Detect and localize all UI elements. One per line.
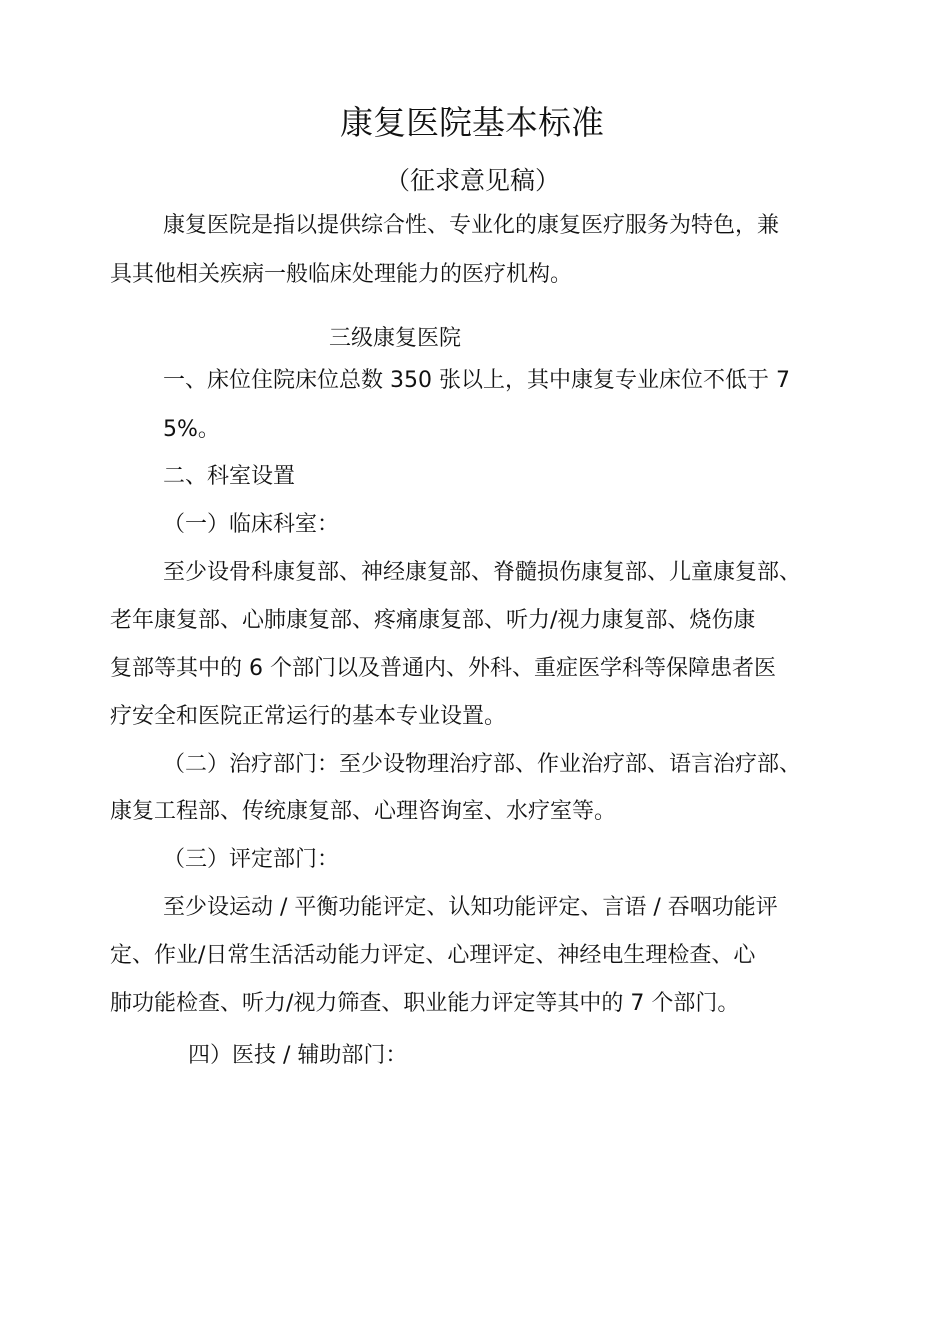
intro-line-2: 具其他相关疾病一般临床处理能力的医疗机构。 [110,262,573,287]
document-title: 康复医院基本标准 [340,103,604,142]
sub1-line-2: 老年康复部、心肺康复部、疼痛康复部、听力/视力康复部、烧伤康 [110,608,756,633]
sub3-line-3: 肺功能检查、听力/视力筛查、职业能力评定等其中的 7 个部门。 [110,991,740,1016]
sub2-line-2: 康复工程部、传统康复部、心理咨询室、水疗室等。 [110,799,617,824]
item2-heading: 二、科室设置 [163,464,296,489]
intro-line-1: 康复医院是指以提供综合性、专业化的康复医疗服务为特色，兼 [163,213,780,238]
sub1-line-4: 疗安全和医院正常运行的基本专业设置。 [110,704,507,729]
sub1-line-3: 复部等其中的 6 个部门以及普通内、外科、重症医学科等保障患者医 [110,656,776,681]
item1-line-2: 5%。 [163,417,220,442]
sub2-line-1: （二）治疗部门：至少设物理治疗部、作业治疗部、语言治疗部、 [163,752,802,777]
sub1-line-1: 至少设骨科康复部、神经康复部、脊髓损伤康复部、儿童康复部、 [163,560,802,585]
section-heading: 三级康复医院 [329,326,462,351]
sub3-heading: （三）评定部门： [163,847,340,872]
sub4-heading: 四）医技 / 辅助部门： [188,1043,408,1068]
sub3-line-2: 定、作业/日常生活活动能力评定、心理评定、神经电生理检查、心 [110,943,756,968]
document-subtitle: （征求意见稿） [385,166,561,195]
sub3-line-1: 至少设运动 / 平衡功能评定、认知功能评定、言语 / 吞咽功能评 [163,895,778,920]
sub1-heading: （一）临床科室： [163,512,340,537]
item1-line-1: 一、床位住院床位总数 350 张以上，其中康复专业床位不低于 7 [163,368,790,393]
